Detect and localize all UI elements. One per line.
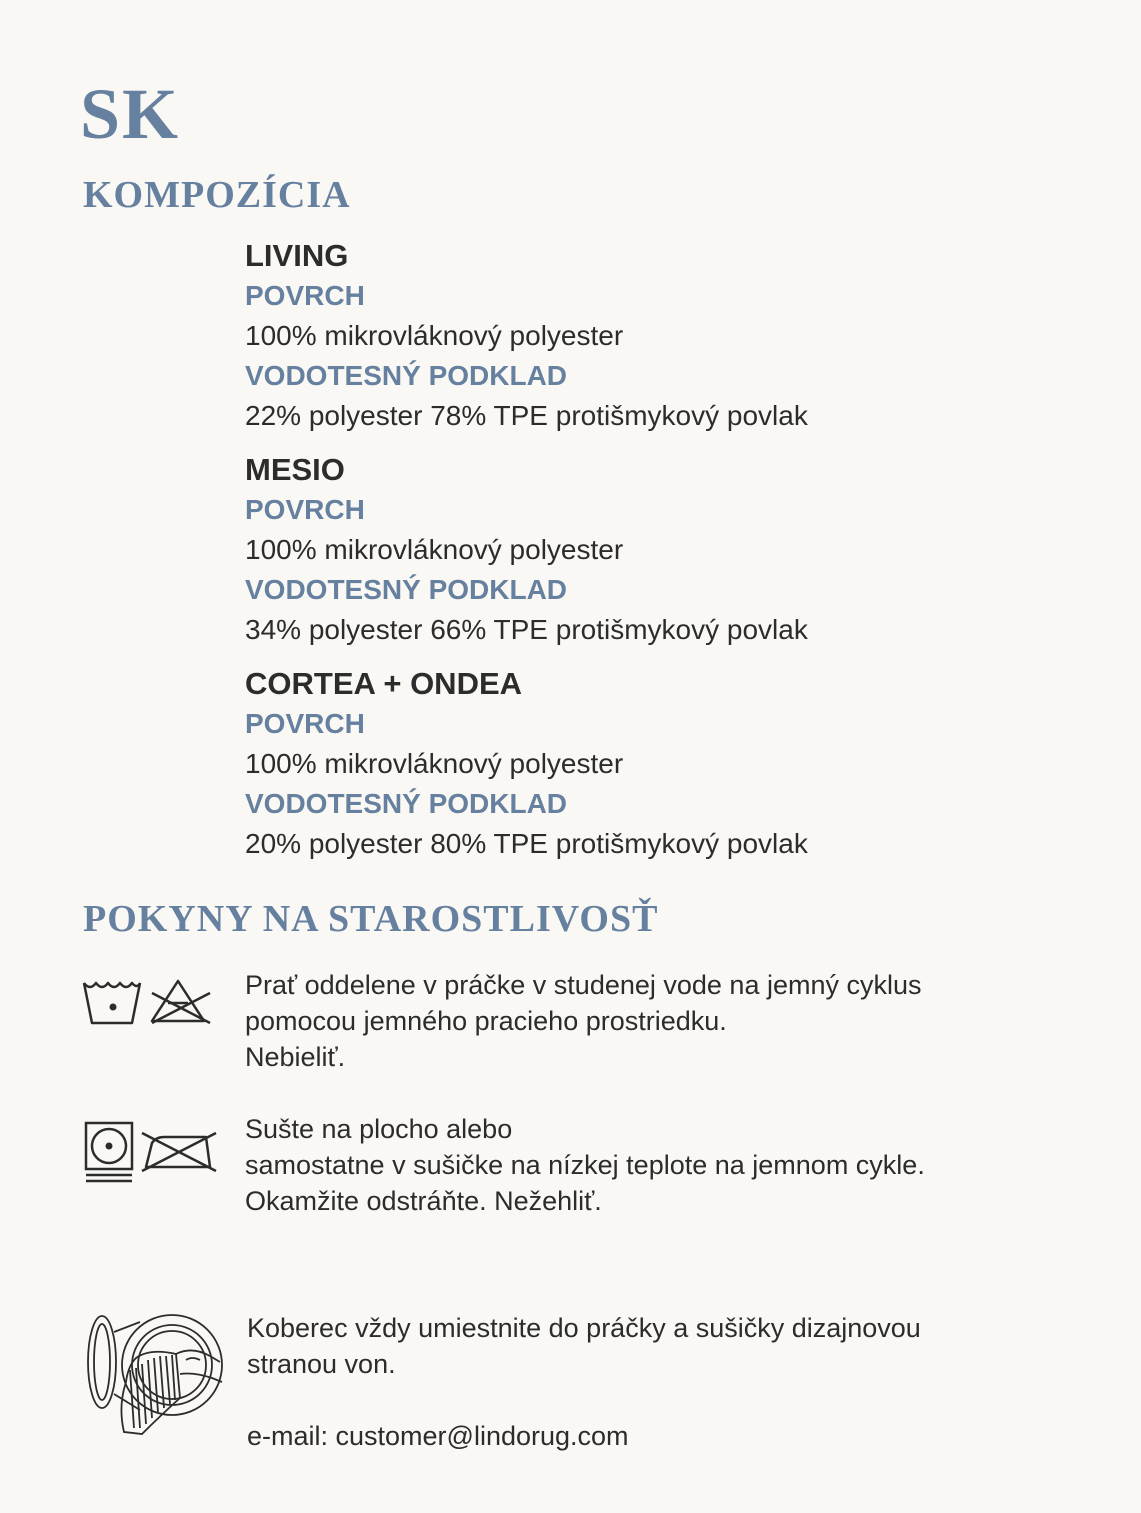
product-name: MESIO [245,452,345,487]
backing-label: VODOTESNÝ PODKLAD [245,360,568,391]
dry-icons [80,1111,220,1196]
product-cortea-ondea [245,664,1065,864]
composition-list [245,236,1065,878]
wash-icons [80,967,215,1032]
wash-line: Nebieliť. [245,1042,346,1072]
do-not-iron-icon [142,1133,216,1171]
backing-value: 34% polyester 66% TPE protišmykový povlak [245,614,808,645]
do-not-bleach-icon [152,981,210,1023]
backing-label: VODOTESNÝ PODKLAD [245,574,568,605]
surface-label: POVRCH [245,708,365,739]
composition-title: KOMPOZÍCIA [83,174,351,216]
surface-label: POVRCH [245,494,365,525]
dry-line: Okamžite odstráňte. Nežehliť. [245,1186,602,1216]
care-placement [80,1310,1080,1460]
placement-instructions [247,1310,1067,1454]
surface-value: 100% mikrovláknový polyester [245,748,624,779]
surface-value: 100% mikrovláknový polyester [245,320,624,351]
washing-machine-rug-icon [80,1310,230,1440]
product-mesio [245,450,1065,650]
placement-line: Koberec vždy umiestnite do práčky a sušičky dizajnovou [247,1313,921,1343]
surface-value: 100% mikrovláknový polyester [245,534,624,565]
wash-line: pomocou jemného pracieho prostriedku. [245,1006,727,1036]
wash-cold-icon [80,967,215,1027]
wash-line: Prať oddelene v práčke v studenej vode na jemný cyklus [245,970,922,1000]
care-title: POKYNY NA STAROSTLIVOSŤ [83,898,659,940]
dry-instructions [245,1111,1045,1219]
dry-line: Sušte na plocho alebo [245,1114,513,1144]
product-living [245,236,1065,436]
product-name: LIVING [245,238,349,273]
backing-label: VODOTESNÝ PODKLAD [245,788,568,819]
surface-label: POVRCH [245,280,365,311]
placement-icons [80,1310,230,1445]
contact-email[interactable]: e-mail: customer@lindorug.com [247,1421,629,1451]
product-name: CORTEA + ONDEA [245,666,523,701]
language-code: SK [80,74,181,154]
backing-value: 20% polyester 80% TPE protišmykový povlak [245,828,808,859]
placement-line: stranou von. [247,1349,396,1379]
care-wash [80,967,1080,1077]
tumble-dry-low-icon [86,1123,132,1181]
care-dry [80,1111,1080,1221]
dry-line: samostatne v sušičke na nízkej teplote na jemnom cykle. [245,1150,925,1180]
backing-value: 22% polyester 78% TPE protišmykový povlak [245,400,808,431]
wash-instructions [245,967,1045,1075]
